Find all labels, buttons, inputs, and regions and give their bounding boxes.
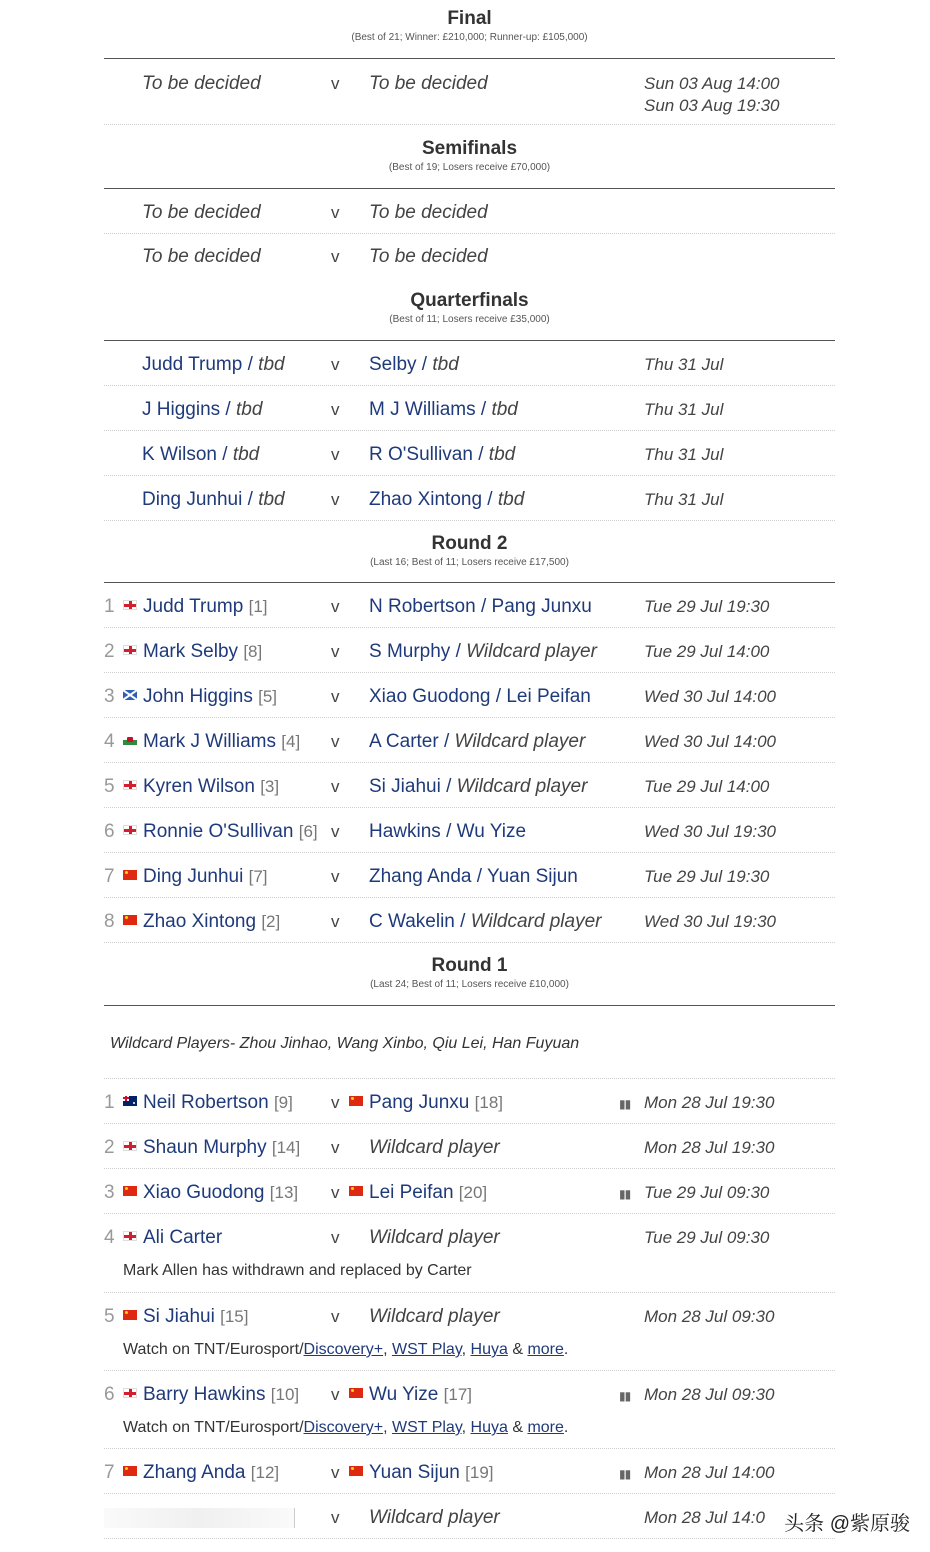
round2-subtitle: (Last 16; Best of 11; Losers receive £17,500) <box>370 557 569 568</box>
match-number: 5 <box>104 776 115 797</box>
comma: , <box>383 1341 392 1358</box>
match-time: Mon 28 Jul 09:30 <box>644 1385 775 1404</box>
discovery-plus-link[interactable]: Discovery+ <box>303 1419 384 1436</box>
final-player1: To be decided <box>142 73 261 94</box>
round2-player2-cell <box>369 820 526 844</box>
seed-label: [18] <box>474 1093 503 1112</box>
round2-player1-cell <box>123 820 318 844</box>
round1-player2-cell <box>349 1461 494 1485</box>
round2-player1-cell <box>123 730 300 754</box>
tbd-label: tbd <box>491 399 518 420</box>
round1-player2-cell <box>369 1305 500 1329</box>
player-name[interactable]: Xiao Guodong <box>143 1182 265 1203</box>
comma: , <box>383 1419 392 1436</box>
seed-label: [13] <box>269 1183 299 1202</box>
seed-label: [1] <box>248 597 268 616</box>
quarterfinal-player1-cell: Judd Trump / tbd <box>142 354 285 375</box>
withdrawal-note: Mark Allen has withdrawn and replaced by Carter <box>123 1262 472 1279</box>
england-flag-icon <box>123 1231 137 1241</box>
separator: / <box>440 776 457 797</box>
player-name[interactable]: Pang Junxu <box>491 596 592 617</box>
semifinals-subtitle: (Best of 19; Losers receive £70,000) <box>388 162 551 173</box>
period: . <box>563 1341 569 1358</box>
round1-player2-cell <box>369 1226 500 1250</box>
player-name[interactable]: Yuan Sijun <box>369 1462 460 1483</box>
wildcard-note-row <box>104 1006 835 1079</box>
player-name[interactable]: Zhang Anda <box>143 1462 246 1483</box>
match-time: Mon 28 Jul 09:30 <box>644 1307 775 1326</box>
vs-label: v <box>331 1093 340 1112</box>
china-flag-icon <box>123 1466 137 1476</box>
quarterfinal-player2-cell: R O'Sullivan / tbd <box>369 444 516 465</box>
tbd-label: tbd <box>232 444 260 465</box>
watch-prefix: Watch on TNT/Eurosport/ <box>123 1419 304 1436</box>
player-name[interactable]: M J Williams <box>369 399 476 420</box>
semifinals-title: Semifinals <box>421 138 518 159</box>
semifinal-match-row[interactable] <box>104 189 835 234</box>
round1-match-row[interactable] <box>104 1293 835 1371</box>
seed-label: [17] <box>443 1385 472 1404</box>
match-time: Tue 29 Jul 09:30 <box>644 1228 770 1247</box>
england-flag-icon <box>123 600 137 610</box>
separator: / <box>454 911 471 932</box>
player-name: Wildcard player <box>369 1507 500 1528</box>
player-name[interactable]: Kyren Wilson <box>143 776 255 797</box>
china-flag-icon <box>349 1186 363 1196</box>
tbd-label: tbd <box>497 489 525 510</box>
player-name[interactable]: Wildcard player <box>456 776 588 797</box>
vs-label: v <box>331 597 340 616</box>
h2h-icon[interactable]: ▮▮ <box>619 1467 631 1481</box>
round1-player1-cell <box>123 1226 222 1250</box>
wst-play-link[interactable]: WST Play <box>391 1419 462 1436</box>
round2-match-row[interactable] <box>104 853 835 898</box>
wales-flag-icon <box>123 735 137 745</box>
match-time: Mon 28 Jul 14:00 <box>644 1463 775 1482</box>
player-name: Wildcard player <box>369 1306 500 1327</box>
watermark: 头条 @紫原骏 <box>784 1513 910 1535</box>
round1-player2-cell <box>369 1136 500 1160</box>
china-flag-icon <box>123 1186 137 1196</box>
match-number: 7 <box>104 866 115 887</box>
tbd-label: tbd <box>236 399 263 420</box>
player-name[interactable]: Shaun Murphy <box>143 1137 267 1158</box>
player-name[interactable]: J Higgins <box>142 399 221 420</box>
match-time: Mon 28 Jul 19:30 <box>644 1093 775 1112</box>
obscured-player-cell <box>104 1508 295 1528</box>
round2-match-row[interactable] <box>104 628 835 673</box>
vs-label: v <box>331 732 340 751</box>
round2-player1-cell <box>123 775 279 799</box>
seed-label: [4] <box>281 732 301 751</box>
england-flag-icon <box>123 1388 137 1398</box>
tbd-label: tbd <box>488 444 516 465</box>
separator: / <box>438 731 455 752</box>
final-header <box>104 8 835 44</box>
match-number: 4 <box>104 731 115 752</box>
round1-match-row[interactable] <box>104 1214 835 1293</box>
china-flag-icon <box>123 1310 137 1320</box>
match-time: Tue 29 Jul 19:30 <box>644 867 770 886</box>
round1-match-row[interactable] <box>104 1449 835 1494</box>
round2-player2-cell <box>369 685 591 709</box>
quarterfinals-title: Quarterfinals <box>410 290 529 311</box>
vs-label: v <box>331 1463 340 1482</box>
player-name[interactable]: Hawkins <box>369 821 441 842</box>
player-name[interactable]: A Carter <box>369 731 439 752</box>
semifinals-header <box>104 138 835 174</box>
round2-title: Round 2 <box>431 533 508 554</box>
round2-match-row[interactable] <box>104 808 835 853</box>
seed-label: [10] <box>270 1385 300 1404</box>
match-number: 1 <box>104 1092 115 1113</box>
vs-label: v <box>331 400 340 419</box>
player-name[interactable]: R O'Sullivan <box>369 444 473 465</box>
seed-label: [5] <box>258 687 278 706</box>
round1-match-row[interactable] <box>104 1169 835 1214</box>
vs-label: v <box>331 1508 340 1527</box>
vs-label: v <box>331 1183 340 1202</box>
round2-player2-cell <box>369 595 592 619</box>
watch-on-note <box>123 1419 568 1437</box>
quarterfinal-match-row[interactable] <box>104 386 835 431</box>
vs-label: v <box>331 687 340 706</box>
match-time: Mon 28 Jul 19:30 <box>644 1138 775 1157</box>
quarterfinal-player1-cell: Ding Junhui / tbd <box>142 489 285 510</box>
australia-flag-icon <box>123 1096 137 1106</box>
match-number: 6 <box>104 1384 115 1405</box>
round2-match-row[interactable] <box>104 718 835 763</box>
england-flag-icon <box>123 825 137 835</box>
separator: / <box>475 596 492 617</box>
quarterfinal-match-row[interactable] <box>104 341 835 386</box>
round1-player1-cell <box>123 1305 248 1329</box>
vs-label: v <box>331 490 340 509</box>
round1-player2-cell <box>349 1383 472 1407</box>
player-name[interactable]: Wildcard player <box>466 641 597 662</box>
player-name[interactable]: Si Jiahui <box>369 776 441 797</box>
semifinal-match-row[interactable] <box>104 234 835 276</box>
quarterfinal-player2-cell: Selby / tbd <box>369 354 459 375</box>
vs-label: v <box>331 355 340 374</box>
separator: / <box>471 866 487 887</box>
match-number: 5 <box>104 1306 115 1327</box>
quarterfinal-player2-cell: Zhao Xintong / tbd <box>369 489 525 510</box>
round1-player1-cell <box>123 1383 299 1407</box>
player-name[interactable]: Ali Carter <box>143 1227 223 1248</box>
match-time: Wed 30 Jul 19:30 <box>644 822 776 841</box>
seed-label: [12] <box>250 1463 280 1482</box>
round2-match-row[interactable] <box>104 673 835 718</box>
player-name[interactable]: Barry Hawkins <box>143 1384 266 1405</box>
semifinal-player2: To be decided <box>369 246 488 267</box>
match-time: Thu 31 Jul <box>644 400 724 419</box>
player-name[interactable]: Ding Junhui <box>142 489 243 510</box>
player-name[interactable]: Neil Robertson <box>143 1092 269 1113</box>
player-name[interactable]: Pang Junxu <box>369 1092 470 1113</box>
seed-label: [20] <box>458 1183 488 1202</box>
player-name[interactable]: Mark Selby <box>143 641 239 662</box>
round2-player1-cell <box>123 595 268 619</box>
seed-label: [3] <box>260 777 280 796</box>
vs-label: v <box>331 1138 340 1157</box>
final-time-1: Sun 03 Aug 14:00 <box>644 74 780 93</box>
round2-player2-cell <box>369 640 597 664</box>
match-time: Wed 30 Jul 14:00 <box>644 687 776 706</box>
final-player2: To be decided <box>369 73 488 94</box>
semifinal-player1: To be decided <box>142 202 261 223</box>
match-number: 8 <box>104 911 115 932</box>
player-name[interactable]: Si Jiahui <box>143 1306 215 1327</box>
china-flag-icon <box>123 870 137 880</box>
round1-player1-cell <box>123 1181 298 1205</box>
final-match-row[interactable] <box>104 59 835 125</box>
seed-label: [6] <box>298 822 318 841</box>
player-name: Wildcard player <box>369 1227 500 1248</box>
match-number: 6 <box>104 821 115 842</box>
round1-player1-cell <box>123 1091 293 1115</box>
vs-label: v <box>331 445 340 464</box>
semifinal-player2: To be decided <box>369 202 488 223</box>
match-time: Tue 29 Jul 09:30 <box>644 1183 770 1202</box>
comma: , <box>461 1419 471 1436</box>
player-name[interactable]: C Wakelin <box>369 911 455 932</box>
round1-player2-cell <box>349 1181 487 1205</box>
round1-title: Round 1 <box>431 955 508 976</box>
player-name[interactable]: Xiao Guodong <box>369 686 491 707</box>
match-time: Tue 29 Jul 19:30 <box>644 597 770 616</box>
player-name[interactable]: Zhang Anda <box>369 866 472 887</box>
player-name[interactable]: N Robertson <box>369 596 476 617</box>
player-name[interactable]: K Wilson <box>142 444 217 465</box>
h2h-icon[interactable]: ▮▮ <box>619 1097 631 1111</box>
round2-player2-cell <box>369 910 601 934</box>
tbd-label: tbd <box>258 354 285 375</box>
round2-player1-cell <box>123 865 268 889</box>
tbd-label: tbd <box>432 354 459 375</box>
player-name[interactable]: Judd Trump <box>143 596 244 617</box>
h2h-icon[interactable]: ▮▮ <box>619 1389 631 1403</box>
match-time: Thu 31 Jul <box>644 490 724 509</box>
china-flag-icon <box>123 915 137 925</box>
round2-match-row[interactable] <box>104 583 835 628</box>
ampersand: & <box>507 1419 528 1436</box>
vs-label: v <box>331 203 340 222</box>
h2h-icon[interactable]: ▮▮ <box>619 1187 631 1201</box>
match-time: Mon 28 Jul 14:0 <box>644 1508 765 1527</box>
vs-label: v <box>331 1385 340 1404</box>
comma: , <box>461 1341 471 1358</box>
huya-link[interactable]: Huya <box>470 1419 508 1436</box>
round2-player1-cell <box>123 685 277 709</box>
separator: / <box>440 821 457 842</box>
china-flag-icon <box>349 1096 363 1106</box>
player-name[interactable]: John Higgins <box>143 686 253 707</box>
wst-play-link[interactable]: WST Play <box>391 1341 462 1358</box>
seed-label: [9] <box>273 1093 293 1112</box>
round1-subtitle: (Last 24; Best of 11; Losers receive £10,000) <box>370 979 569 990</box>
separator: / <box>450 641 467 662</box>
england-flag-icon <box>123 1141 137 1151</box>
vs-label: v <box>331 822 340 841</box>
semifinal-player1: To be decided <box>142 246 261 267</box>
period: . <box>563 1419 569 1436</box>
final-time-2: Sun 03 Aug 19:30 <box>644 96 780 115</box>
player-name[interactable]: Zhao Xintong <box>369 489 483 510</box>
player-name[interactable]: Ronnie O'Sullivan <box>143 821 294 842</box>
player-name[interactable]: Ding Junhui <box>143 866 244 887</box>
player-name[interactable]: Zhao Xintong <box>143 911 257 932</box>
round1-player1-cell <box>123 1136 300 1160</box>
match-time: Thu 31 Jul <box>644 445 724 464</box>
round2-player2-cell <box>369 730 585 754</box>
vs-label: v <box>331 1307 340 1326</box>
round2-match-row[interactable] <box>104 898 835 943</box>
match-time: Tue 29 Jul 14:00 <box>644 777 770 796</box>
china-flag-icon <box>349 1388 363 1398</box>
round1-player2-cell <box>349 1091 503 1115</box>
vs-label: v <box>331 912 340 931</box>
round2-player1-cell <box>123 910 280 934</box>
seed-label: [8] <box>243 642 263 661</box>
vs-label: v <box>331 247 340 266</box>
seed-label: [14] <box>271 1138 301 1157</box>
wildcard-players-note: Wildcard Players- Zhou Jinhao, Wang Xinbo, Qiu Lei, Han Fuyuan <box>110 1035 580 1052</box>
round1-match-row[interactable] <box>104 1079 835 1124</box>
quarterfinal-player1-cell: K Wilson / tbd <box>142 444 260 465</box>
round1-match-row[interactable] <box>104 1371 835 1449</box>
seed-label: [2] <box>261 912 281 931</box>
match-number: 3 <box>104 686 115 707</box>
round2-match-row[interactable] <box>104 763 835 808</box>
match-time: Tue 29 Jul 14:00 <box>644 642 770 661</box>
quarterfinal-player2-cell: M J Williams / tbd <box>369 399 518 420</box>
quarterfinals-header <box>104 290 835 326</box>
match-number: 4 <box>104 1227 115 1248</box>
player-name[interactable]: Selby <box>369 354 417 375</box>
watch-on-note <box>123 1341 568 1359</box>
tbd-label: tbd <box>258 489 285 510</box>
match-number: 2 <box>104 641 115 662</box>
player-name[interactable]: Judd Trump <box>142 354 243 375</box>
final-title: Final <box>447 8 492 29</box>
player-name[interactable]: Wu Yize <box>369 1384 439 1405</box>
more-link[interactable]: more <box>527 1341 564 1358</box>
match-time: Thu 31 Jul <box>644 355 724 374</box>
player-name[interactable]: Lei Peifan <box>369 1182 454 1203</box>
england-flag-icon <box>123 645 137 655</box>
player-name[interactable]: Lei Peifan <box>506 686 591 707</box>
round1-match-row[interactable] <box>104 1494 835 1539</box>
quarterfinal-player1-cell: J Higgins / tbd <box>142 399 263 420</box>
vs-label: v <box>331 74 340 93</box>
more-link[interactable]: more <box>527 1419 564 1436</box>
round1-player1-cell <box>123 1461 279 1485</box>
vs-label: v <box>331 867 340 886</box>
match-number: 1 <box>104 596 115 617</box>
watch-prefix: Watch on TNT/Eurosport/ <box>123 1341 304 1358</box>
round1-player2-cell <box>369 1506 500 1530</box>
seed-label: [7] <box>248 867 268 886</box>
round1-header <box>104 955 835 991</box>
scotland-flag-icon <box>123 690 137 700</box>
match-number: 3 <box>104 1182 115 1203</box>
quarterfinals-subtitle: (Best of 11; Losers receive £35,000) <box>389 314 550 325</box>
huya-link[interactable]: Huya <box>470 1341 508 1358</box>
final-subtitle: (Best of 21; Winner: £210,000; Runner-up: £105,000) <box>351 32 588 43</box>
round2-player2-cell <box>369 865 578 889</box>
round2-header <box>104 533 835 569</box>
england-flag-icon <box>123 780 137 790</box>
quarterfinal-match-row[interactable] <box>104 476 835 521</box>
player-name[interactable]: Wildcard player <box>454 731 586 752</box>
player-name[interactable]: Wildcard player <box>470 911 602 932</box>
vs-label: v <box>331 777 340 796</box>
player-name[interactable]: Mark J Williams <box>143 731 276 752</box>
round2-player1-cell <box>123 640 262 664</box>
match-time: Wed 30 Jul 19:30 <box>644 912 776 931</box>
player-name[interactable]: S Murphy <box>369 641 451 662</box>
match-number: 2 <box>104 1137 115 1158</box>
vs-label: v <box>331 642 340 661</box>
china-flag-icon <box>349 1466 363 1476</box>
ampersand: & <box>507 1341 528 1358</box>
round2-player2-cell <box>369 775 587 799</box>
match-number: 7 <box>104 1462 115 1483</box>
separator: / <box>490 686 507 707</box>
round1-match-row[interactable] <box>104 1124 835 1169</box>
vs-label: v <box>331 1228 340 1247</box>
player-name[interactable]: Wu Yize <box>456 821 527 842</box>
seed-label: [19] <box>465 1463 494 1482</box>
discovery-plus-link[interactable]: Discovery+ <box>303 1341 384 1358</box>
quarterfinal-match-row[interactable] <box>104 431 835 476</box>
seed-label: [15] <box>220 1307 249 1326</box>
match-time: Wed 30 Jul 14:00 <box>644 732 776 751</box>
player-name[interactable]: Yuan Sijun <box>486 866 578 887</box>
player-name: Wildcard player <box>369 1137 500 1158</box>
